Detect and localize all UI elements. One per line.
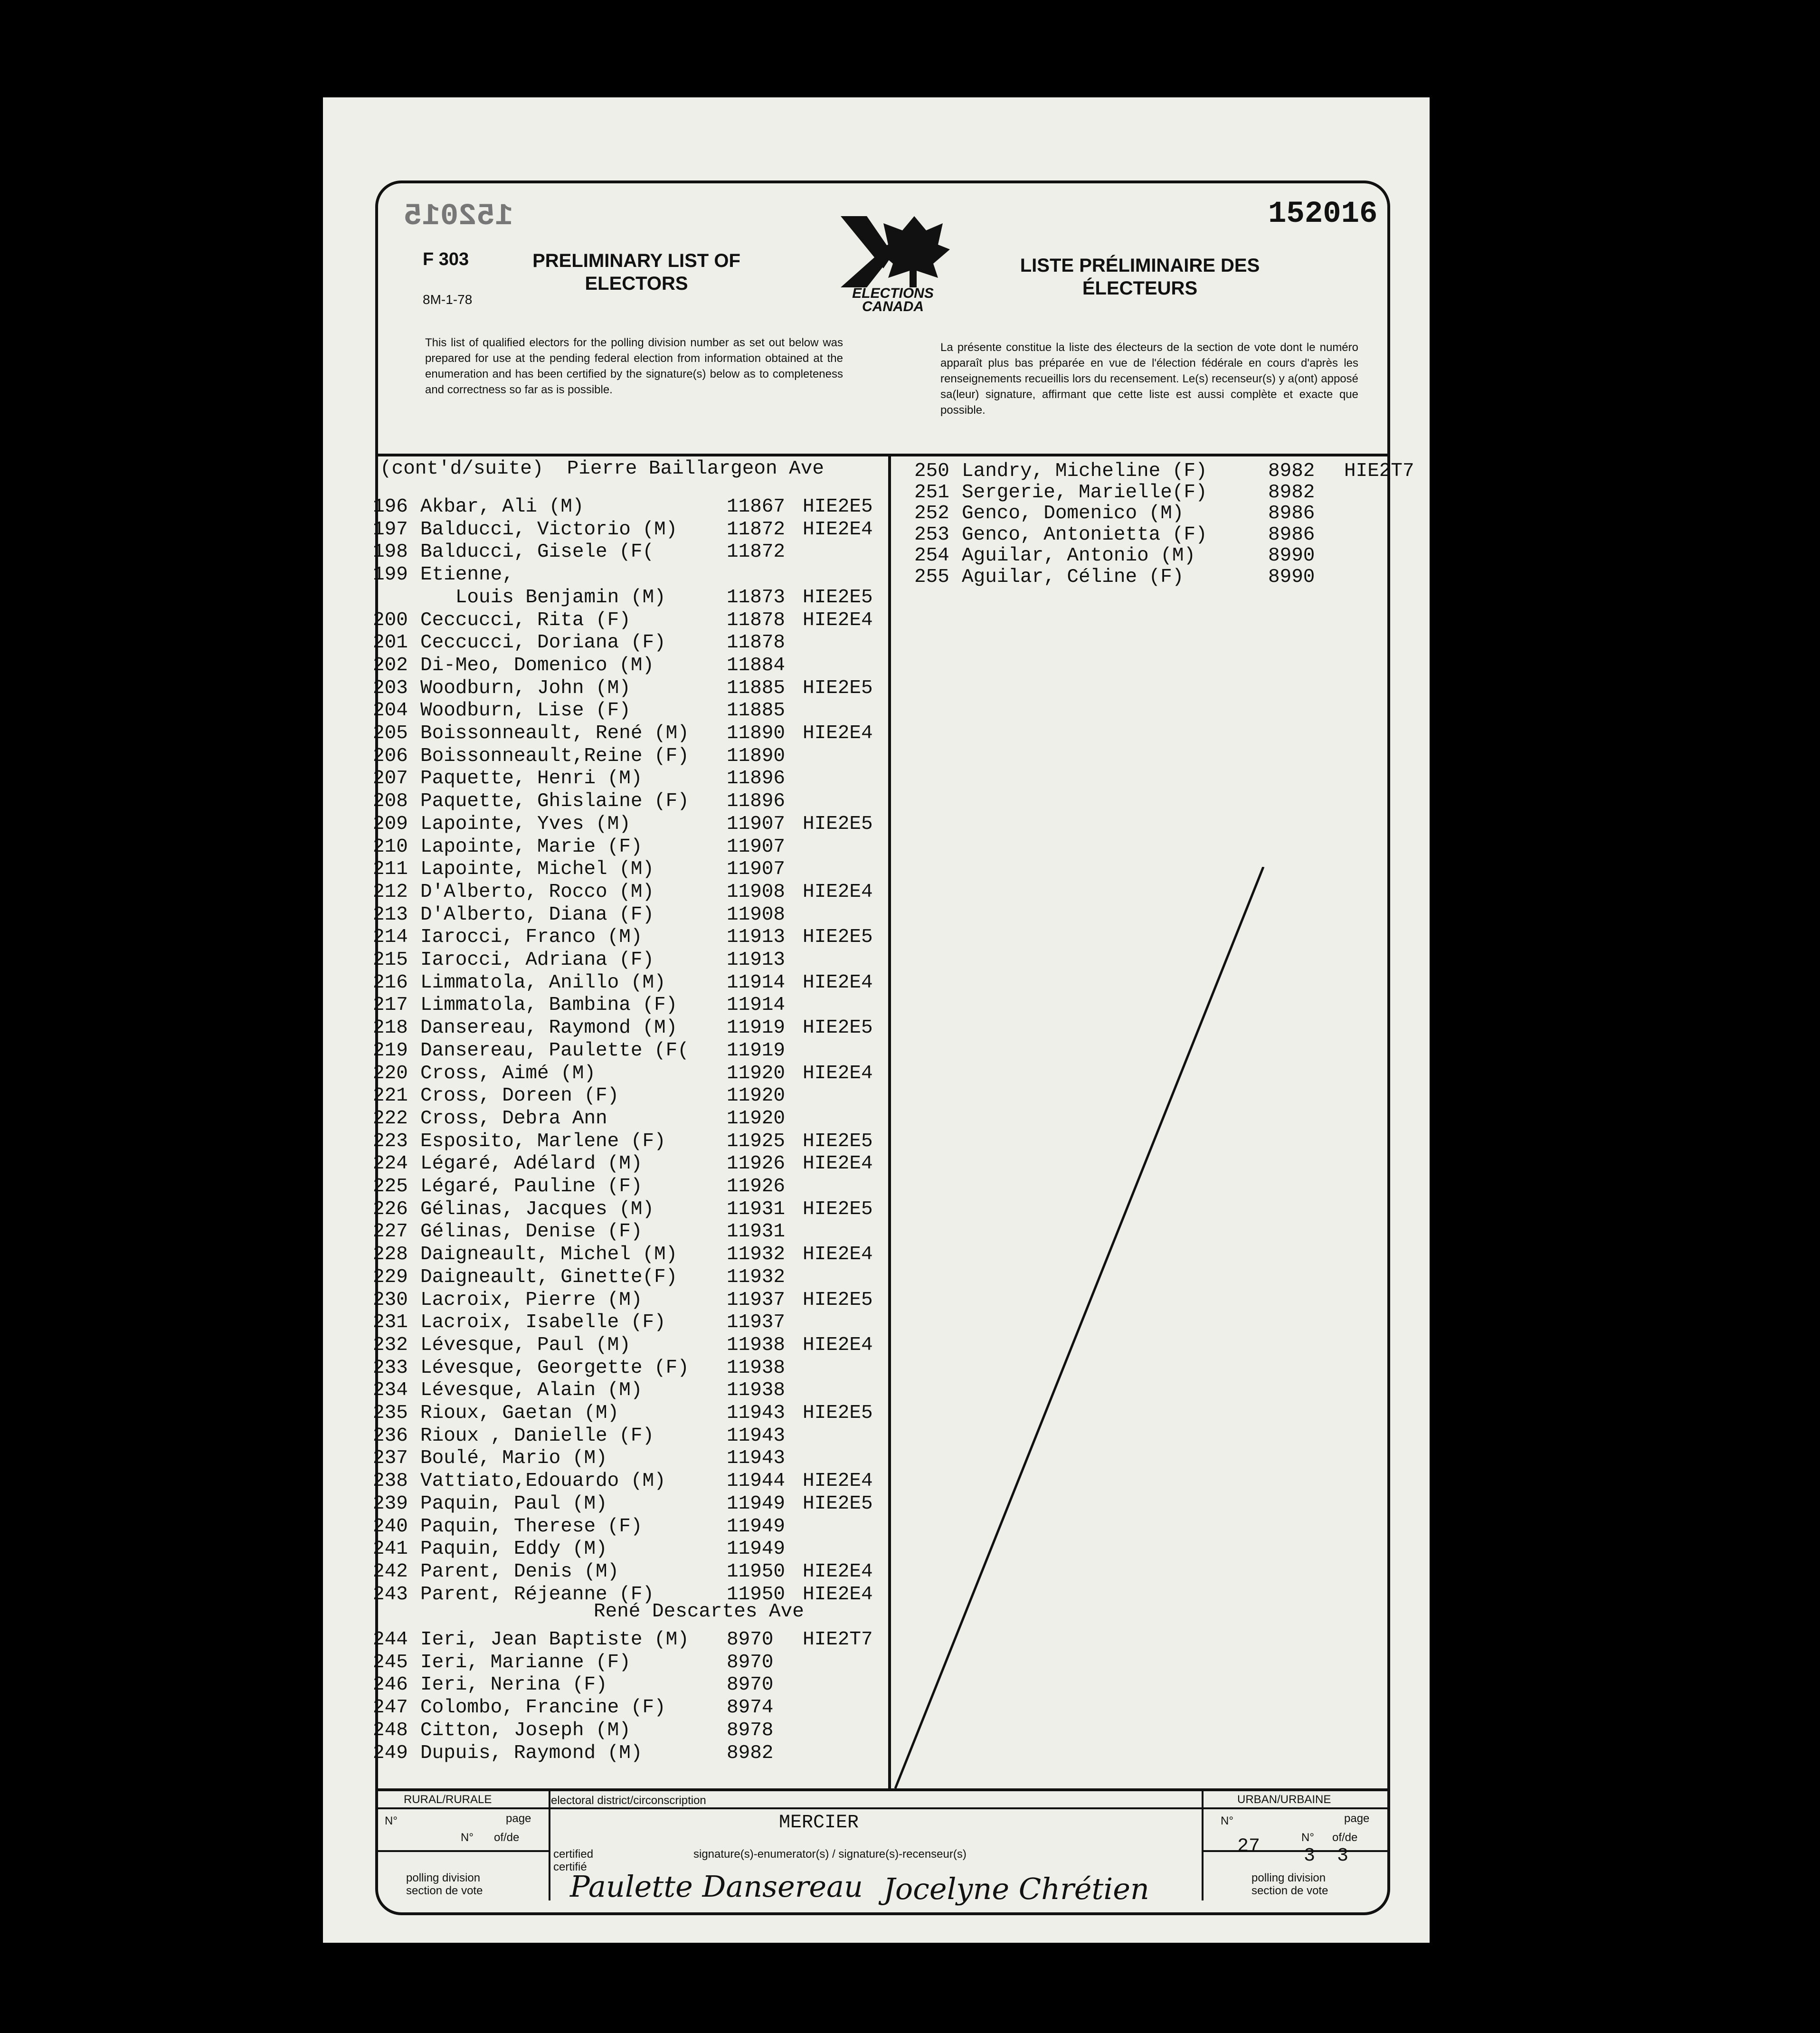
elector-address: 11926 bbox=[727, 1176, 786, 1197]
elector-address: 11914 bbox=[727, 994, 786, 1016]
elector-number: 216 bbox=[373, 971, 408, 994]
elector-address: 11931 bbox=[727, 1221, 786, 1243]
elector-name: Lévesque, Georgette (F) bbox=[420, 1357, 689, 1379]
elector-postal-code: HIE2E5 bbox=[803, 1402, 873, 1424]
list-continuation-label bbox=[380, 458, 824, 479]
elector-name: Landry, Micheline (F) bbox=[962, 460, 1207, 482]
elector-number: 205 bbox=[373, 722, 408, 744]
elector-postal-code: HIE2E4 bbox=[803, 518, 873, 541]
elector-address: 11931 bbox=[727, 1198, 786, 1220]
elector-number: 200 bbox=[373, 609, 408, 631]
elector-name: Etienne, bbox=[420, 564, 514, 586]
elector-name: Woodburn, John (M) bbox=[420, 677, 631, 699]
rural-label: RURAL/RURALE bbox=[404, 1793, 492, 1806]
elector-number: 240 bbox=[373, 1515, 408, 1538]
header-divider bbox=[375, 454, 1387, 456]
elector-name: Cross, Aimé (M) bbox=[420, 1062, 596, 1084]
elector-name: Iarocci, Adriana (F) bbox=[420, 949, 654, 971]
elector-name: Parent, Denis (M) bbox=[420, 1560, 619, 1583]
footer-line bbox=[1202, 1791, 1204, 1900]
elector-postal-code: HIE2E4 bbox=[803, 1244, 873, 1266]
elector-address: 11943 bbox=[727, 1447, 786, 1470]
elector-number: 231 bbox=[373, 1311, 408, 1334]
elector-number: 237 bbox=[373, 1447, 408, 1470]
elector-number: 227 bbox=[373, 1221, 408, 1243]
crossed-serial-number: 152015 bbox=[404, 200, 513, 234]
elector-number: 242 bbox=[373, 1560, 408, 1583]
elector-address: 8982 bbox=[1268, 481, 1315, 504]
elector-number: 221 bbox=[373, 1085, 408, 1107]
street-name-1: Pierre Baillargeon Ave bbox=[567, 458, 824, 480]
elector-postal-code: HIE2E4 bbox=[803, 1062, 873, 1084]
elector-number: 197 bbox=[373, 518, 408, 541]
elector-address: 8978 bbox=[727, 1719, 774, 1741]
elector-number: 232 bbox=[373, 1334, 408, 1356]
elector-postal-code: HIE2E4 bbox=[803, 971, 873, 994]
elector-number: 233 bbox=[373, 1357, 408, 1379]
elector-number: 196 bbox=[373, 496, 408, 518]
elector-name: D'Alberto, Rocco (M) bbox=[420, 881, 654, 903]
elector-number: 213 bbox=[373, 903, 408, 926]
elector-number: 234 bbox=[373, 1379, 408, 1402]
elector-number: 222 bbox=[373, 1107, 408, 1130]
elector-number: 220 bbox=[373, 1062, 408, 1084]
contd-text: (cont'd/suite) bbox=[380, 458, 544, 480]
elector-number: 202 bbox=[373, 654, 408, 676]
elector-name: Légaré, Adélard (M) bbox=[420, 1153, 643, 1175]
elector-number: 243 bbox=[373, 1583, 408, 1606]
signature-enumerator-1: Paulette Dansereau bbox=[570, 1869, 863, 1904]
polling-division-label-urban-1: polling division bbox=[1251, 1872, 1326, 1884]
elector-address: 11949 bbox=[727, 1515, 786, 1538]
elector-name: Di-Meo, Domenico (M) bbox=[420, 654, 654, 676]
elector-number: 250 bbox=[914, 460, 949, 482]
elector-address: 8986 bbox=[1268, 523, 1315, 546]
district-name: MERCIER bbox=[779, 1812, 859, 1834]
elector-address: 11890 bbox=[727, 745, 786, 767]
elector-name: Limmatola, Bambina (F) bbox=[420, 994, 678, 1016]
elector-address: 8970 bbox=[727, 1674, 774, 1696]
elector-address: 8974 bbox=[727, 1697, 774, 1719]
elector-address: 11920 bbox=[727, 1107, 786, 1130]
elector-address: 11890 bbox=[727, 722, 786, 744]
elector-name: Lévesque, Alain (M) bbox=[420, 1379, 643, 1402]
elector-name: Légaré, Pauline (F) bbox=[420, 1176, 643, 1197]
elector-address: 11913 bbox=[727, 926, 786, 949]
elector-address: 11919 bbox=[727, 1017, 786, 1039]
elector-name: D'Alberto, Diana (F) bbox=[420, 903, 654, 926]
elector-address: 11908 bbox=[727, 881, 786, 903]
elector-address: 11885 bbox=[727, 677, 786, 699]
elector-postal-code: HIE2E4 bbox=[803, 1334, 873, 1356]
elector-number: 211 bbox=[373, 858, 408, 881]
elector-address: 8990 bbox=[1268, 545, 1315, 567]
elector-address: 8982 bbox=[1268, 460, 1315, 482]
elector-address: 11872 bbox=[727, 518, 786, 541]
elector-postal-code: HIE2E5 bbox=[803, 1289, 873, 1311]
elector-number: 218 bbox=[373, 1017, 408, 1039]
elector-number: 249 bbox=[373, 1742, 408, 1764]
elector-name: Rioux, Gaetan (M) bbox=[420, 1402, 619, 1424]
elector-number: 201 bbox=[373, 632, 408, 654]
intro-english: This list of qualified electors for the polling division number as set out below was prepared for use at the pending federal election from information obtained at the enumeration and has been certified by the signature(s) below as to completeness and correctness so far as is possible. bbox=[425, 336, 843, 396]
serial-number: 152016 bbox=[1268, 197, 1378, 231]
elector-name: Paquin, Paul (M) bbox=[420, 1492, 607, 1515]
elector-postal-code: HIE2E4 bbox=[803, 1583, 873, 1606]
elector-number: 203 bbox=[373, 677, 408, 699]
elector-number: 236 bbox=[373, 1425, 408, 1447]
elector-name: Parent, Réjeanne (F) bbox=[420, 1583, 654, 1606]
signature-enumerator-2: Jocelyne Chrétien bbox=[883, 1872, 1149, 1906]
elector-postal-code: HIE2E4 bbox=[803, 881, 873, 903]
elector-postal-code: HIE2E5 bbox=[803, 677, 873, 699]
elector-address: 11938 bbox=[727, 1357, 786, 1379]
elector-name: Esposito, Marlene (F) bbox=[420, 1130, 666, 1152]
elector-name: Iarocci, Franco (M) bbox=[420, 926, 643, 949]
elector-name: Boulé, Mario (M) bbox=[420, 1447, 607, 1470]
district-label: electoral district/circonscription bbox=[551, 1794, 706, 1807]
elector-number: 228 bbox=[373, 1244, 408, 1266]
elector-address: 11884 bbox=[727, 654, 786, 676]
elector-address: 11878 bbox=[727, 609, 786, 631]
elector-address: 11949 bbox=[727, 1492, 786, 1515]
elector-address: 11873 bbox=[727, 586, 786, 608]
elector-name: Rioux , Danielle (F) bbox=[420, 1425, 654, 1447]
elector-number: 225 bbox=[373, 1176, 408, 1197]
elector-number: 254 bbox=[914, 545, 949, 567]
elector-postal-code: HIE2E5 bbox=[803, 496, 873, 518]
elector-name: Ceccucci, Rita (F) bbox=[420, 609, 631, 631]
title-french bbox=[1007, 254, 1273, 300]
elector-number: 223 bbox=[373, 1130, 408, 1152]
elector-number: 238 bbox=[373, 1470, 408, 1492]
elector-name: Ieri, Marianne (F) bbox=[420, 1651, 631, 1673]
elector-address: 11943 bbox=[727, 1425, 786, 1447]
elector-address: 11919 bbox=[727, 1039, 786, 1062]
footer-line bbox=[1204, 1850, 1387, 1852]
elector-name: Sergerie, Marielle(F) bbox=[962, 481, 1207, 504]
elector-address: 8970 bbox=[727, 1629, 774, 1651]
urban-label: URBAN/URBAINE bbox=[1237, 1793, 1331, 1806]
logo-text-2: CANADA bbox=[862, 299, 924, 314]
elector-address: 11885 bbox=[727, 700, 786, 722]
elector-address: 11925 bbox=[727, 1130, 786, 1152]
elector-address: 11878 bbox=[727, 632, 786, 654]
elector-name: Aguilar, Antonio (M) bbox=[962, 545, 1196, 567]
elector-postal-code: HIE2E5 bbox=[803, 813, 873, 835]
elector-number: 206 bbox=[373, 745, 408, 767]
elector-address: 11907 bbox=[727, 836, 786, 858]
page-number: 3 bbox=[1304, 1845, 1316, 1867]
elector-number: 245 bbox=[373, 1651, 408, 1673]
urban-page-no-label: N° bbox=[1301, 1831, 1314, 1844]
elector-number: 248 bbox=[373, 1719, 408, 1741]
elector-postal-code: HIE2E5 bbox=[803, 926, 873, 949]
elector-number: 241 bbox=[373, 1538, 408, 1560]
elector-name: Cross, Doreen (F) bbox=[420, 1085, 619, 1107]
elector-address: 8982 bbox=[727, 1742, 774, 1764]
elector-name: Dupuis, Raymond (M) bbox=[420, 1742, 643, 1764]
urban-page-label: page bbox=[1344, 1812, 1370, 1825]
footer-line bbox=[375, 1807, 1387, 1809]
rural-page-label: page bbox=[506, 1812, 531, 1825]
street-name-2: René Descartes Ave bbox=[594, 1601, 804, 1623]
document-sheet bbox=[323, 97, 1430, 1943]
elector-number: 247 bbox=[373, 1697, 408, 1719]
elector-number: 251 bbox=[914, 481, 949, 504]
elector-number: 204 bbox=[373, 700, 408, 722]
elector-number: 212 bbox=[373, 881, 408, 903]
elector-postal-code: HIE2T7 bbox=[803, 1629, 873, 1651]
intro-french: La présente constitue la liste des électeurs de la section de vote dont le numéro apparaît plus bas préparée en vue de l'élection fédérale en cours d'après les renseignements recueillis lors du recensement. Le(s) recenseur(s) y a(ont) apposé sa(leur) signature, affirmant que cette liste est aussi complète et exacte que possible. bbox=[940, 341, 1358, 417]
elector-postal-code: HIE2E4 bbox=[803, 1470, 873, 1492]
elector-name: Lacroix, Isabelle (F) bbox=[420, 1311, 666, 1334]
elector-address: 11920 bbox=[727, 1062, 786, 1084]
elector-name: Ieri, Nerina (F) bbox=[420, 1674, 607, 1696]
title-english-line-1: PRELIMINARY LIST OF bbox=[532, 250, 740, 271]
elector-name: Paquin, Eddy (M) bbox=[420, 1538, 607, 1560]
rural-page-no-label: N° bbox=[461, 1831, 474, 1844]
form-date: 8M-1-78 bbox=[423, 292, 473, 307]
elector-name: Aguilar, Céline (F) bbox=[962, 566, 1184, 588]
elector-address: 11907 bbox=[727, 813, 786, 835]
elector-name: Woodburn, Lise (F) bbox=[420, 700, 631, 722]
footer-line bbox=[549, 1791, 550, 1900]
elector-name: Genco, Antonietta (F) bbox=[962, 523, 1207, 546]
elector-number: 209 bbox=[373, 813, 408, 835]
form-number: F 303 bbox=[423, 249, 469, 269]
elector-address: 11943 bbox=[727, 1402, 786, 1424]
column-divider bbox=[888, 456, 891, 1791]
elector-postal-code: HIE2E5 bbox=[803, 1017, 873, 1039]
elector-address: 11908 bbox=[727, 903, 786, 926]
certified-label-en: certified bbox=[553, 1848, 594, 1861]
elector-name: Louis Benjamin (M) bbox=[420, 586, 666, 608]
elector-number: 252 bbox=[914, 503, 949, 524]
rural-no-label: N° bbox=[385, 1814, 398, 1827]
title-english bbox=[513, 249, 760, 295]
elector-postal-code: HIE2E4 bbox=[803, 1153, 873, 1175]
elector-number: 253 bbox=[914, 523, 949, 546]
elector-number: 210 bbox=[373, 836, 408, 858]
elector-name: Paquette, Henri (M) bbox=[420, 768, 643, 790]
elector-name: Boissonneault,Reine (F) bbox=[420, 745, 689, 767]
elector-name: Daigneault, Ginette(F) bbox=[420, 1266, 678, 1288]
elector-name: Akbar, Ali (M) bbox=[420, 496, 584, 518]
elector-name: Dansereau, Paulette (F( bbox=[420, 1039, 689, 1062]
elector-name: Ieri, Jean Baptiste (M) bbox=[420, 1629, 689, 1651]
elector-address: 11872 bbox=[727, 541, 786, 563]
elector-address: 11938 bbox=[727, 1379, 786, 1402]
page-total: 3 bbox=[1337, 1845, 1349, 1867]
elector-name: Balducci, Victorio (M) bbox=[420, 518, 678, 541]
polling-division-label-rural-1: polling division bbox=[406, 1872, 481, 1884]
elector-name: Gélinas, Jacques (M) bbox=[420, 1198, 654, 1220]
elector-name: Lacroix, Pierre (M) bbox=[420, 1289, 643, 1311]
elector-number: 226 bbox=[373, 1198, 408, 1220]
polling-division-number: 27 bbox=[1237, 1836, 1261, 1857]
elector-name: Lapointe, Michel (M) bbox=[420, 858, 654, 881]
elector-address: 11949 bbox=[727, 1538, 786, 1560]
elector-address: 11937 bbox=[727, 1289, 786, 1311]
elector-number: 235 bbox=[373, 1402, 408, 1424]
elector-number: 224 bbox=[373, 1153, 408, 1175]
elector-number: 208 bbox=[373, 790, 408, 813]
polling-division-label-urban-2: section de vote bbox=[1251, 1884, 1328, 1897]
polling-division-label-rural-2: section de vote bbox=[406, 1884, 483, 1897]
elector-address: 8986 bbox=[1268, 503, 1315, 524]
title-french-line-1: LISTE PRÉLIMINAIRE DES bbox=[1020, 255, 1260, 276]
logo-text-1: ELECTIONS bbox=[852, 285, 934, 301]
urban-of-label: of/de bbox=[1332, 1831, 1358, 1844]
elector-number: 229 bbox=[373, 1266, 408, 1288]
elector-number: 215 bbox=[373, 949, 408, 971]
elector-name: Limmatola, Anillo (M) bbox=[420, 971, 666, 994]
elector-address: 11920 bbox=[727, 1085, 786, 1107]
elector-name: Ceccucci, Doriana (F) bbox=[420, 632, 666, 654]
elector-name: Dansereau, Raymond (M) bbox=[420, 1017, 678, 1039]
elector-number: 214 bbox=[373, 926, 408, 949]
elector-number: 198 bbox=[373, 541, 408, 563]
elector-address: 11867 bbox=[727, 496, 786, 518]
elector-postal-code: HIE2E5 bbox=[803, 1198, 873, 1220]
elector-address: 11944 bbox=[727, 1470, 786, 1492]
elector-postal-code: HIE2E5 bbox=[803, 586, 873, 608]
elector-name: Gélinas, Denise (F) bbox=[420, 1221, 643, 1243]
elector-address: 11896 bbox=[727, 790, 786, 813]
elector-name: Paquin, Therese (F) bbox=[420, 1515, 643, 1538]
elector-name: Cross, Debra Ann bbox=[420, 1107, 607, 1130]
elector-name: Lévesque, Paul (M) bbox=[420, 1334, 631, 1356]
signature-label: signature(s)-enumerator(s) / signature(s)-recenseur(s) bbox=[693, 1848, 967, 1861]
elector-address: 11914 bbox=[727, 971, 786, 994]
elector-postal-code: HIE2T7 bbox=[1344, 460, 1414, 482]
elector-name: Colombo, Francine (F) bbox=[420, 1697, 666, 1719]
title-english-line-2: ELECTORS bbox=[585, 273, 688, 294]
elector-number: 219 bbox=[373, 1039, 408, 1062]
elector-postal-code: HIE2E4 bbox=[803, 1560, 873, 1583]
certified-label-fr: certifié bbox=[553, 1861, 587, 1873]
urban-no-label: N° bbox=[1221, 1814, 1233, 1827]
rural-of-label: of/de bbox=[494, 1831, 520, 1844]
elector-name: Daigneault, Michel (M) bbox=[420, 1244, 678, 1266]
elector-number: 217 bbox=[373, 994, 408, 1016]
elector-name: Boissonneault, René (M) bbox=[420, 722, 689, 744]
elector-address: 11907 bbox=[727, 858, 786, 881]
elector-address: 11932 bbox=[727, 1266, 786, 1288]
elector-name: Lapointe, Yves (M) bbox=[420, 813, 631, 835]
elector-address: 11926 bbox=[727, 1153, 786, 1175]
elector-number: 255 bbox=[914, 566, 949, 588]
elector-address: 11950 bbox=[727, 1583, 786, 1606]
elector-address: 11937 bbox=[727, 1311, 786, 1334]
elector-address: 11938 bbox=[727, 1334, 786, 1356]
elector-postal-code: HIE2E5 bbox=[803, 1130, 873, 1152]
elector-address: 8990 bbox=[1268, 566, 1315, 588]
elector-number: 199 bbox=[373, 564, 408, 586]
elector-name: Vattiato,Edouardo (M) bbox=[420, 1470, 666, 1492]
title-french-line-2: ÉLECTEURS bbox=[1082, 278, 1198, 299]
elector-name: Genco, Domenico (M) bbox=[962, 503, 1184, 524]
elector-postal-code: HIE2E4 bbox=[803, 609, 873, 631]
elector-number: 230 bbox=[373, 1289, 408, 1311]
elector-address: 11950 bbox=[727, 1560, 786, 1583]
elector-number: 244 bbox=[373, 1629, 408, 1651]
elector-name: Balducci, Gisele (F( bbox=[420, 541, 654, 563]
elector-name: Lapointe, Marie (F) bbox=[420, 836, 643, 858]
elector-number: 207 bbox=[373, 768, 408, 790]
elector-postal-code: HIE2E5 bbox=[803, 1492, 873, 1515]
footer-line bbox=[375, 1850, 549, 1852]
elector-number: 246 bbox=[373, 1674, 408, 1696]
elector-address: 11913 bbox=[727, 949, 786, 971]
elector-number: 239 bbox=[373, 1492, 408, 1515]
elector-postal-code: HIE2E4 bbox=[803, 722, 873, 744]
elector-name: Paquette, Ghislaine (F) bbox=[420, 790, 689, 813]
elector-name: Citton, Joseph (M) bbox=[420, 1719, 631, 1741]
elector-address: 8970 bbox=[727, 1651, 774, 1673]
elections-canada-logo bbox=[831, 211, 955, 316]
elector-address: 11932 bbox=[727, 1244, 786, 1266]
cancel-diagonal-line bbox=[893, 867, 1273, 1793]
elector-address: 11896 bbox=[727, 768, 786, 790]
